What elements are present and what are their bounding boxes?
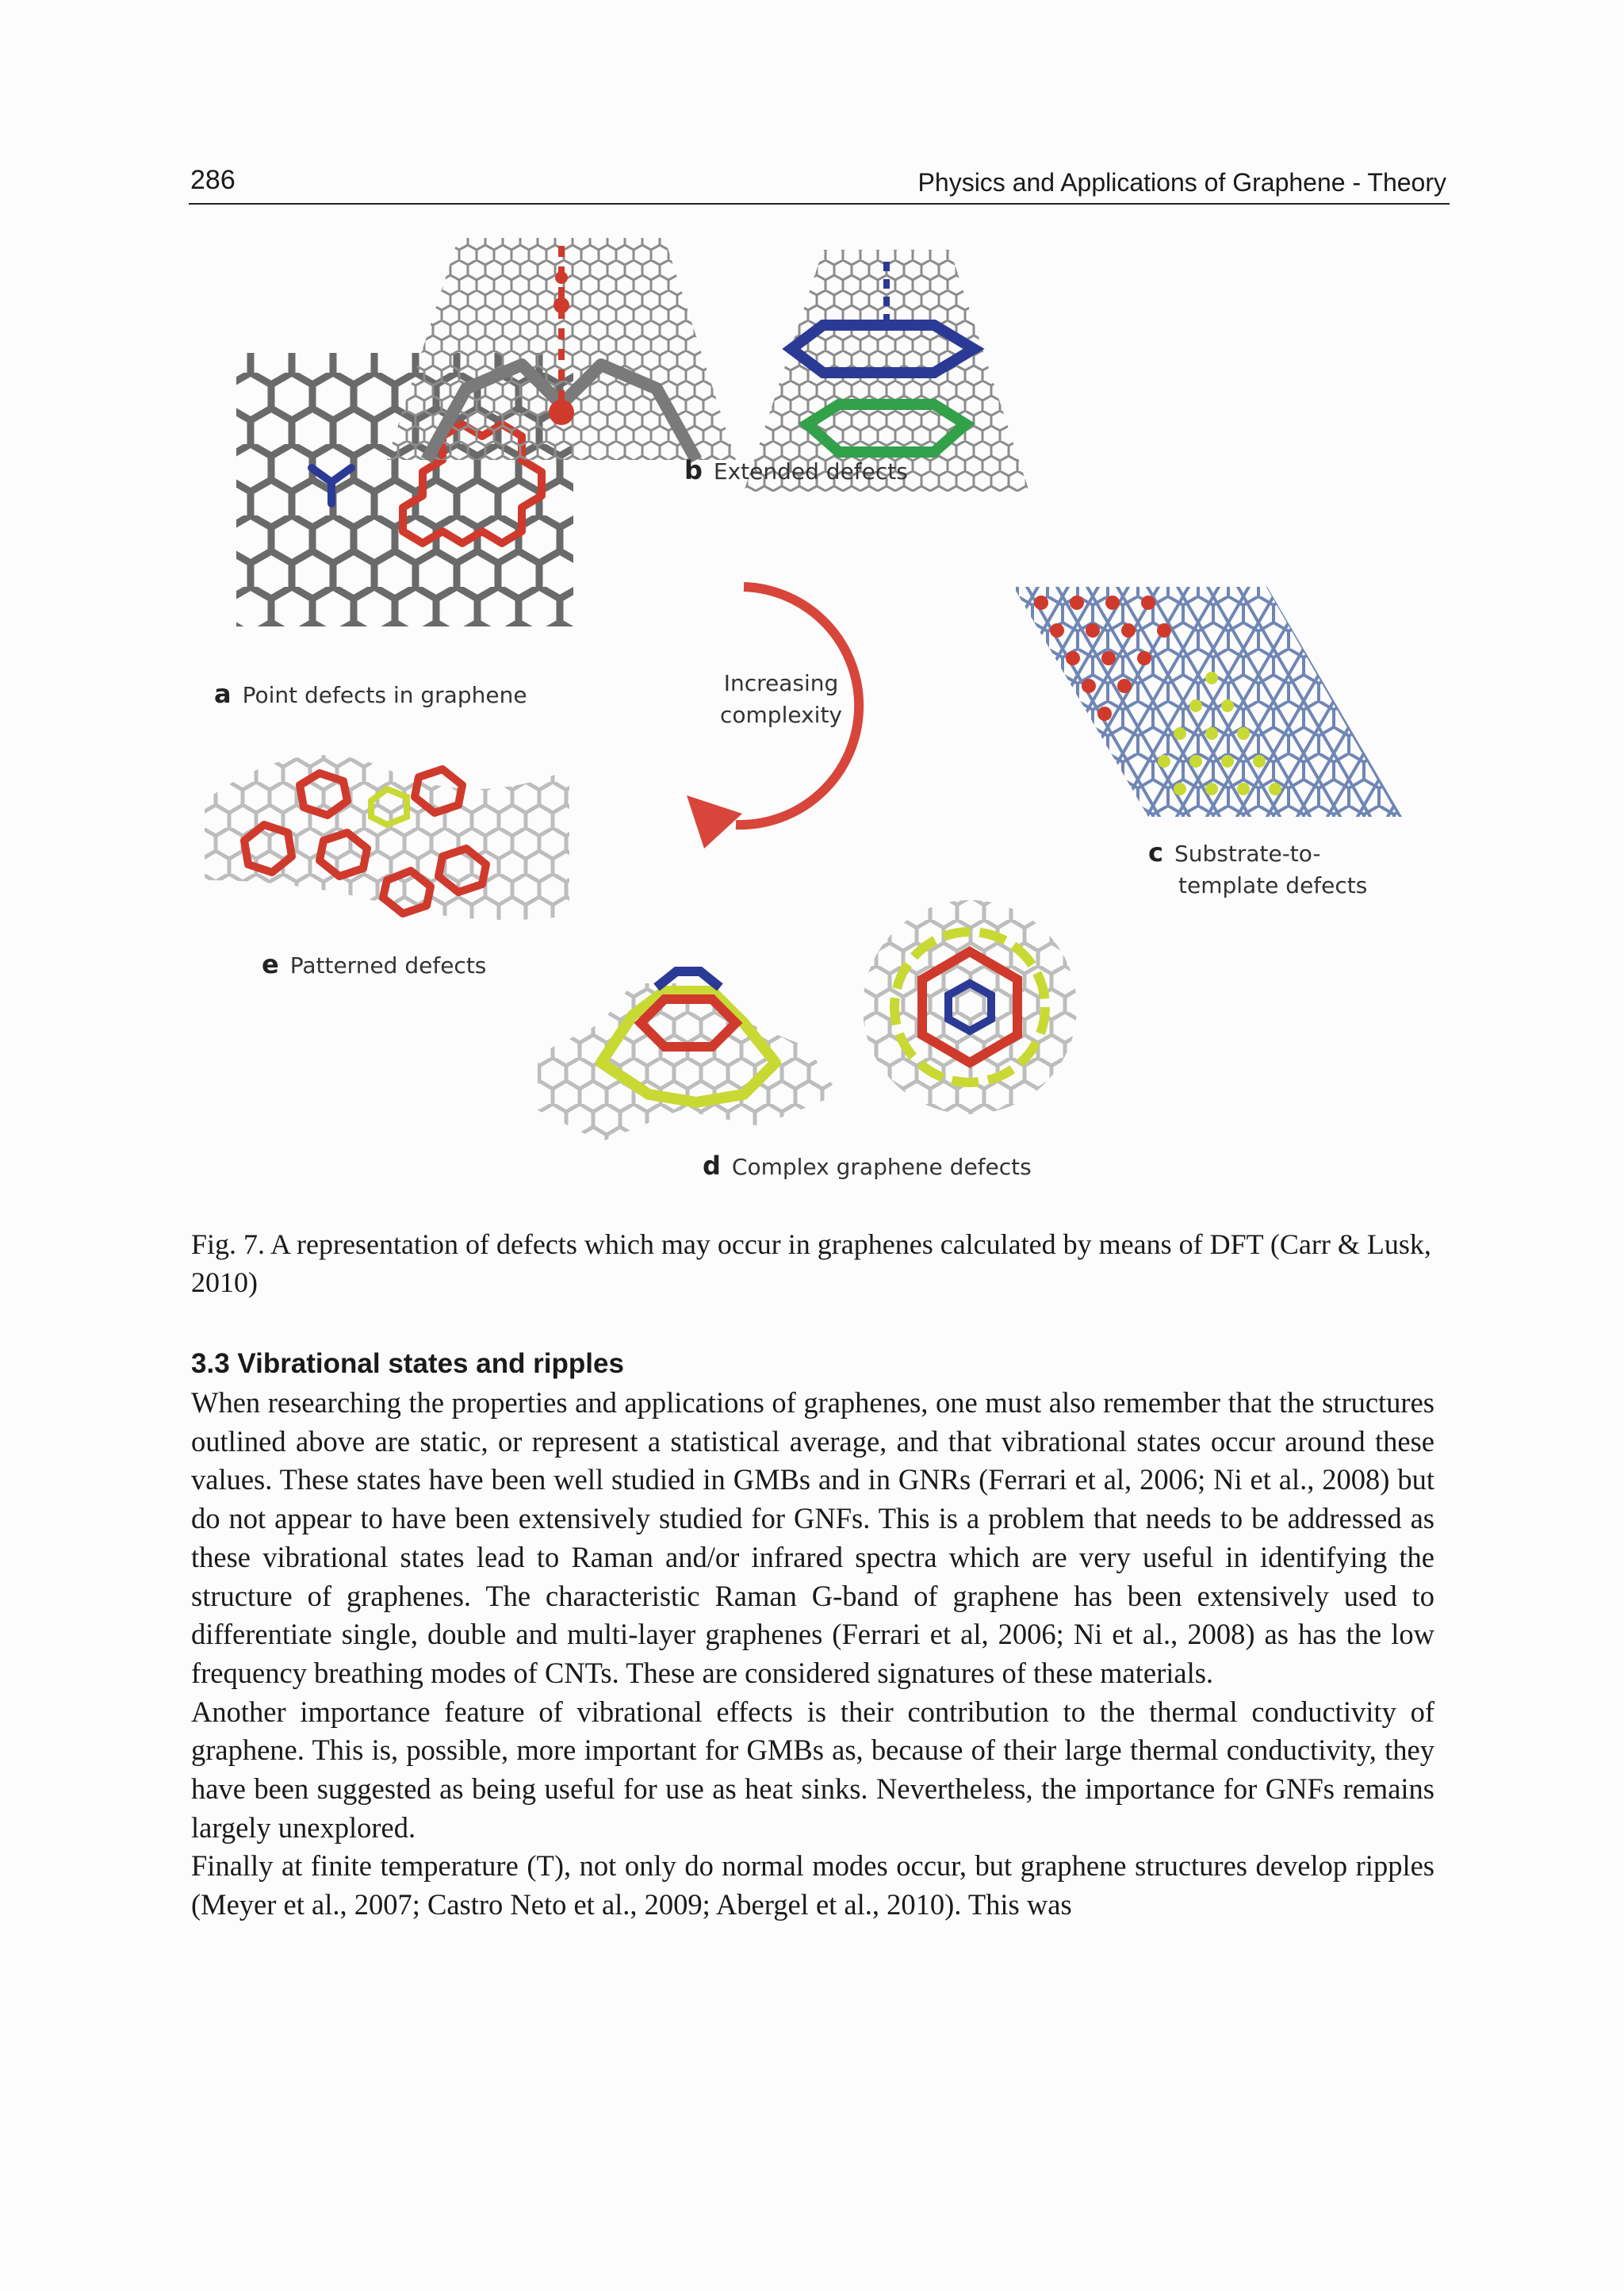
section-body [191,1384,1434,1925]
page-number: 286 [190,165,236,195]
running-header [189,165,1450,205]
panel-e-label: e Patterned defects [262,949,487,979]
panel-b-artwork [387,238,1029,492]
panel-c-label: c Substrate-to- template defects [1148,837,1368,898]
paragraph: When researching the properties and applications of graphenes, one must also remember that the structures outlined above are static, or represent a statistical average, and that vibrational states occur around these values. These states have been well studied in GMBs and in GNRs (Ferrari et al, 2006; Ni et al., 2008) but do not appear to have been extensively studied for GNFs. This is a problem that needs to be addressed as these vibrational states lead to Raman and/or infrared spectra which are very useful in identifying the structure of graphenes. The characteristic Raman G-band of graphene has been extensively used to differentiate single, double and multi-layer graphenes (Ferrari et al, 2006; Ni et al., 2008) as has the low frequency breathing modes of CNTs. These are considered signatures of these materials. [191,1386,1434,1689]
panel-d-artwork [538,900,1077,1142]
figure-caption: Fig. 7. A representation of defects which may occur in graphenes calculated by means of DFT (Carr & Lusk, 2010) [191,1228,1431,1298]
panel-b-label: b Extended defects [684,455,908,485]
panel-d-label: d Complex graphene defects [703,1151,1032,1181]
panel-a-label: a Point defects in graphene [214,679,527,709]
panel-e-artwork [205,755,569,920]
paragraph: Another importance feature of vibrational effects is their contribution to the thermal conductivity of graphene. This is, possible, more important for GMBs as, because of their large thermal conductivity, they have been suggested as being useful for use as heat sinks. Nevertheless, the importance for GNFs remains largely unexplored. [191,1695,1434,1844]
section-heading: 3.3 Vibrational states and ripples [191,1348,624,1379]
figure-defects [189,230,1426,1205]
panel-c-artwork [1013,587,1402,817]
paragraph: Finally at finite temperature (T), not only do normal modes occur, but graphene structures develop ripples (Meyer et al., 2007; Castro Neto et al., 2009; Abergel et al., 2010). This was [191,1849,1434,1921]
complexity-label: Increasing complexity [720,670,842,728]
running-title: Physics and Applications of Graphene - Theory [917,168,1446,197]
